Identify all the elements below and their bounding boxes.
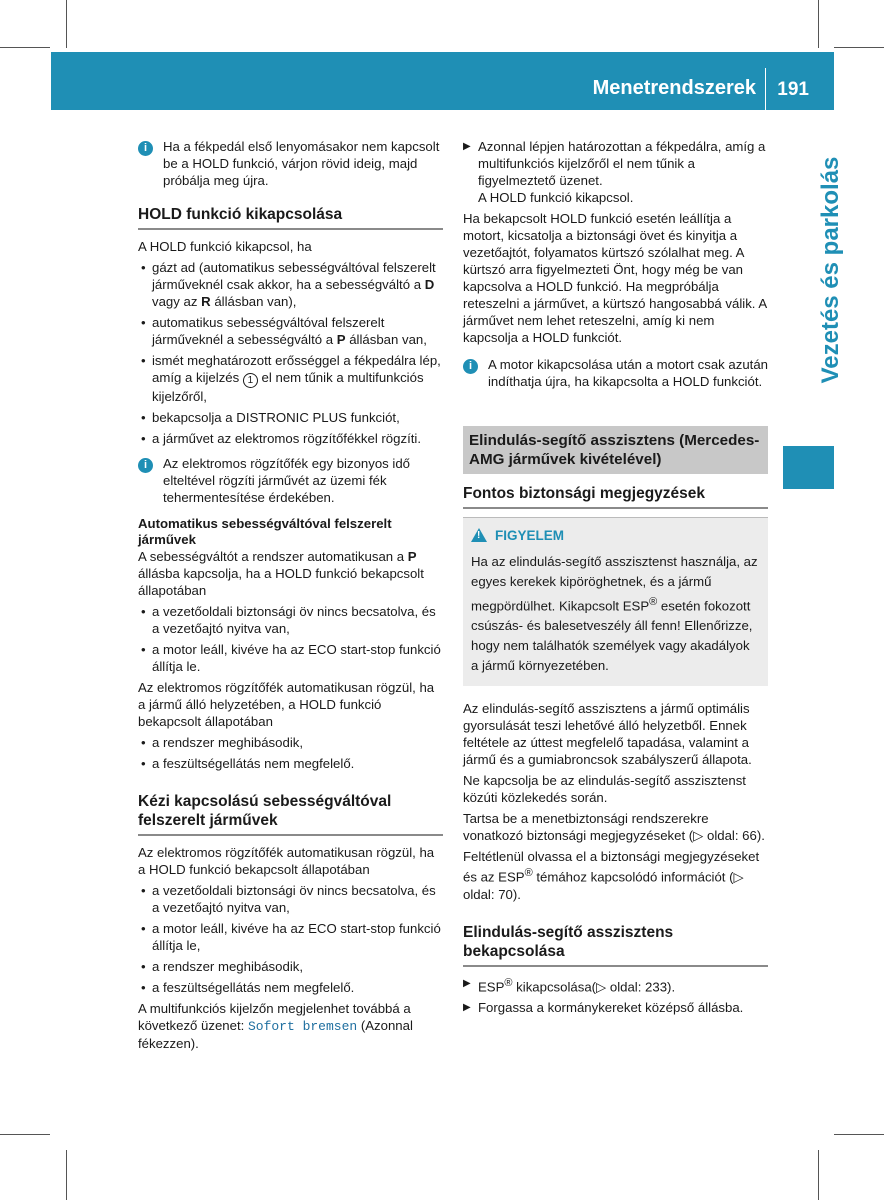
list-item: • gázt ad (automatikus sebességváltóval felszerelt járműveknél csak akkor, ha a sebességváltó a D vagy az R állásban van), <box>138 259 443 310</box>
display-message: Sofort bremsen <box>247 1019 358 1034</box>
warning-icon <box>471 528 487 542</box>
info-icon: i <box>463 359 478 374</box>
heading-hold-disable: HOLD funkció kikapcsolása <box>138 205 443 230</box>
bullet-list <box>138 603 443 675</box>
info-icon: i <box>138 141 153 156</box>
list-item: • automatikus sebességváltóval felszerelt járműveknél a sebességváltó a P állásban van, <box>138 314 443 348</box>
info-text: Ha a fékpedál első lenyomásakor nem kapcsolt be a HOLD funkció, várjon rövid ideig, majd próbálja meg újra. <box>163 139 440 188</box>
paragraph: Feltétlenül olvassa el a biztonsági megjegyzéseket és az ESP® témához kapcsolódó információt (▷ oldal: 70). <box>463 849 760 902</box>
left-column <box>138 138 443 1056</box>
info-text: A motor kikapcsolása után a motort csak azután indíthatja újra, ha kikapcsolta a HOLD funkciót. <box>488 357 769 389</box>
section-title: Menetrendszerek <box>592 77 756 99</box>
step-item: ▶ ESP® kikapcsolása(▷ oldal: 233). <box>463 976 676 995</box>
list-item: • a feszültségellátás nem megfelelő. <box>138 755 443 772</box>
info-text: Az elektromos rögzítőfék egy bizonyos idő elteltével rögzíti járművét az üzemi fék tehermentesítése érdekében. <box>163 456 411 505</box>
paragraph: Ne kapcsolja be az elindulás-segítő asszisztenst közúti közlekedés során. <box>463 773 746 806</box>
display-number-badge: 1 <box>243 373 258 388</box>
step-item: ▶ Forgassa a kormánykereket középső állásba. <box>463 1000 744 1016</box>
paragraph: Tartsa be a menetbiztonsági rendszerekre vonatkozó biztonsági megjegyzéseket (▷ oldal: 66). <box>463 811 765 844</box>
list-item: • a vezetőoldali biztonsági öv nincs becsatolva, és a vezetőajtó nyitva van, <box>138 882 443 916</box>
info-note <box>138 138 443 189</box>
list-item: • a motor leáll, kivéve ha az ECO start-stop funkció állítja le. <box>138 641 443 675</box>
list-item: • a feszültségellátás nem megfelelő. <box>138 979 443 996</box>
page-header <box>51 52 834 110</box>
bullet-list <box>138 882 443 996</box>
list-item: • a vezetőoldali biztonsági öv nincs becsatolva, és a vezetőajtó nyitva van, <box>138 603 443 637</box>
paragraph: Az elektromos rögzítőfék automatikusan rögzül, ha a HOLD funkció bekapcsolt állapotában <box>138 845 435 877</box>
crop-mark <box>834 47 884 48</box>
paragraph: A multifunkciós kijelzőn megjelenhet továbbá a következő üzenet: Sofort bremsen (Azonnal fékezzen). <box>138 1001 413 1051</box>
list-item: • a járművet az elektromos rögzítőfékkel rögzíti. <box>138 430 443 447</box>
paragraph: Ha bekapcsolt HOLD funkció esetén leállítja a motort, kicsatolja a biztonsági övet és kinyitja a vezetőajtót, folyamatos kürtszó szólalhat meg. A kürtszó arra figyelmezteti Önt, hogy még be van kapcsolva a HOLD funkció. Ha megpróbálja reteszelni a járművet, a kürtszó hangosabbá válik. A járművet nem lehet reteszelni, amíg ki nem kapcsolja a HOLD funkciót. <box>463 211 767 345</box>
crop-mark <box>0 1134 50 1135</box>
heading-safety-notes: Fontos biztonsági megjegyzések <box>463 484 768 509</box>
step-arrow-icon: ▶ <box>463 977 471 989</box>
warning-title: !FIGYELEM <box>471 526 760 546</box>
list-item: • bekapcsolja a DISTRONIC PLUS funkciót, <box>138 409 443 426</box>
bullet-list <box>138 259 443 447</box>
paragraph: Az elindulás-segítő asszisztens a jármű optimális gyorsulását teszi lehetővé álló helyzetből. Ennek feltétele az úttest megfelelő tapadása, valamint a jármű és a gumiabroncsok szabályszerű állapota. <box>463 701 752 768</box>
info-note <box>463 356 768 390</box>
chapter-side-tab <box>776 110 844 440</box>
step-arrow-icon: ▶ <box>463 1002 471 1014</box>
warning-box <box>463 517 768 686</box>
crop-mark <box>66 1150 67 1200</box>
chapter-marker-block <box>783 446 834 489</box>
heading-enable: Elindulás-segítő asszisztens bekapcsolása <box>463 923 768 967</box>
paragraph: Az elektromos rögzítőfék automatikusan rögzül, ha a jármű álló helyzetében, a HOLD funkció bekapcsolt állapotában <box>138 680 435 729</box>
list-item: • ismét meghatározott erősséggel a fékpedálra lép, amíg a kijelzés 1 el nem tűnik a multifunkciós kijelzőről, <box>138 352 443 405</box>
paragraph: A sebességváltót a rendszer automatikusan a P állásba kapcsolja, ha a HOLD funkció bekapcsolt állapotában <box>138 549 424 598</box>
crop-mark <box>818 1150 819 1200</box>
info-icon: i <box>138 458 153 473</box>
list-item: • a rendszer meghibásodik, <box>138 734 443 751</box>
heading-manual: Kézi kapcsolású sebességváltóval felszerelt járművek <box>138 792 443 836</box>
crop-mark <box>834 1134 884 1135</box>
page-number: 191 <box>777 79 809 100</box>
list-item: • a rendszer meghibásodik, <box>138 958 443 975</box>
bullet-list <box>138 734 443 772</box>
crop-mark <box>0 47 50 48</box>
header-divider <box>765 68 766 110</box>
right-column <box>463 138 768 1020</box>
crop-mark <box>66 0 67 48</box>
section-heading-hill-start: Elindulás-segítő asszisztens (Mercedes-AMG járművek kivételével) <box>463 426 768 474</box>
subheading-automatic: Automatikus sebességváltóval felszerelt járművek <box>138 516 392 547</box>
warning-text: Ha az elindulás-segítő asszisztenst használja, az egyes kerekek kipöröghetnek, és a jármű megpördülhet. Kikapcsolt ESP® esetén fokozott csúszás- és balesetveszély áll fenn! Ellenőrizze, hogy nem találhatók személyek vagy akadályok a jármű környezetében. <box>471 554 758 674</box>
step-arrow-icon: ▶ <box>463 141 471 152</box>
chapter-label: Vezetés és parkolás <box>817 156 844 384</box>
step-item: ▶ Azonnal lépjen határozottan a fékpedálra, amíg a multifunkciós kijelzőről el nem tűnik a figyelmeztető üzenet. A HOLD funkció kikapcsol. <box>463 139 766 205</box>
crop-mark <box>818 0 819 48</box>
list-item: • a motor leáll, kivéve ha az ECO start-stop funkció állítja le, <box>138 920 443 954</box>
paragraph: A HOLD funkció kikapcsol, ha <box>138 239 312 254</box>
info-note <box>138 455 443 506</box>
